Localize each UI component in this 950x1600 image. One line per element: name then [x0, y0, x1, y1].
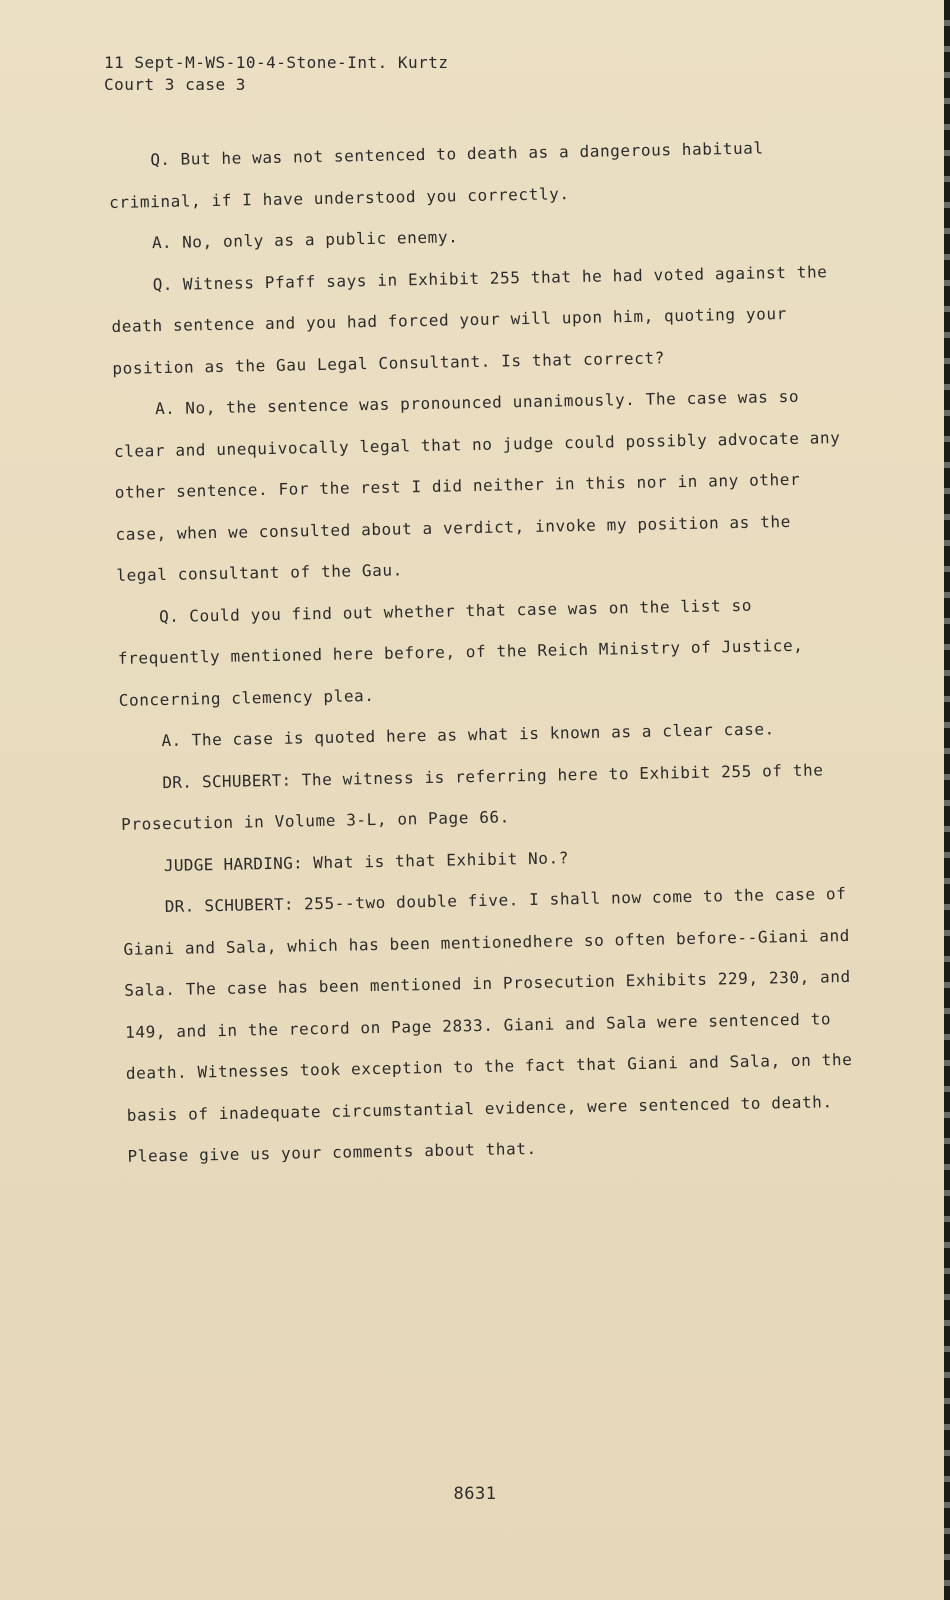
transcript-paragraph — [122, 873, 857, 1177]
speaker-marker: JUDGE HARDING: — [163, 852, 304, 875]
paragraph-text: The case is quoted here as what is known as a clear case. — [191, 719, 775, 750]
transcript-paragraph — [120, 748, 851, 845]
speaker-marker: Q. — [150, 149, 171, 170]
speaker-marker: Q. — [152, 274, 173, 294]
paragraph-text: Could you find out whether that case was on the list so frequently mentioned here before, of the Reich Ministry of Justice, Concerning clemency plea. — [117, 595, 804, 710]
binding-edge — [944, 0, 950, 1600]
speaker-marker: DR. SCHUBERT: — [164, 894, 295, 917]
paragraph-text: Witness Pfaff says in Exhibit 255 that he had voted against the death sentence and you had forced your will upon him, quoting your position as the Gau Legal Consultant. Is that correct? — [111, 261, 828, 378]
header-reference-line: 11 Sept-M-WS-10-4-Stone-Int. Kurtz — [104, 53, 449, 72]
header-court-line: Court 3 case 3 — [104, 75, 246, 94]
page-number: 8631 — [453, 1484, 497, 1504]
speaker-marker: A. — [154, 398, 176, 419]
transcript-paragraph — [117, 582, 849, 720]
speaker-marker: DR. SCHUBERT: — [162, 770, 292, 792]
paragraph-text: No, only as a public enemy. — [181, 227, 459, 252]
transcript-paragraph — [113, 375, 847, 596]
speaker-marker: A. — [151, 232, 173, 253]
paragraph-text: No, the sentence was pronounced unanimously. The case was so clear and unequivocally legal that no judge could possibly advocate any other sentence. For the rest I did neither in this nor in any other case, when we consulted about a verdict, invoke my position as the legal consultant of the Gau. — [113, 386, 841, 585]
paragraph-text: But he was not sentenced to death as a dangerous habitual criminal, if I have understood you correctly. — [109, 138, 764, 212]
document-header — [104, 52, 449, 96]
transcript-paragraph — [110, 250, 842, 388]
transcript-paragraph — [108, 126, 839, 223]
transcript-body — [108, 126, 858, 1177]
speaker-marker: A. — [161, 730, 182, 751]
speaker-marker: Q. — [158, 606, 180, 626]
paragraph-text: The witness is referring here to Exhibit 255 of the Prosecution in Volume 3-L, on Page 66. — [120, 759, 824, 834]
paragraph-text: 255--two double five. I shall now come to the case of Giani and Sala, which has been mentionedhere so often before--Giani and Sala. The case has been mentioned in Prosecution Exhibits 229, 230, and 149, and in the record on Page 2833. Giani and Sala were sentenced to death. Witnesses took exception to the fact that Giani and Sala, on the basis of inadequate circumstantial evidence, were sentenced to death. Please give us your comments about that. — [123, 883, 853, 1166]
paragraph-text: What is that Exhibit No.? — [313, 847, 570, 872]
